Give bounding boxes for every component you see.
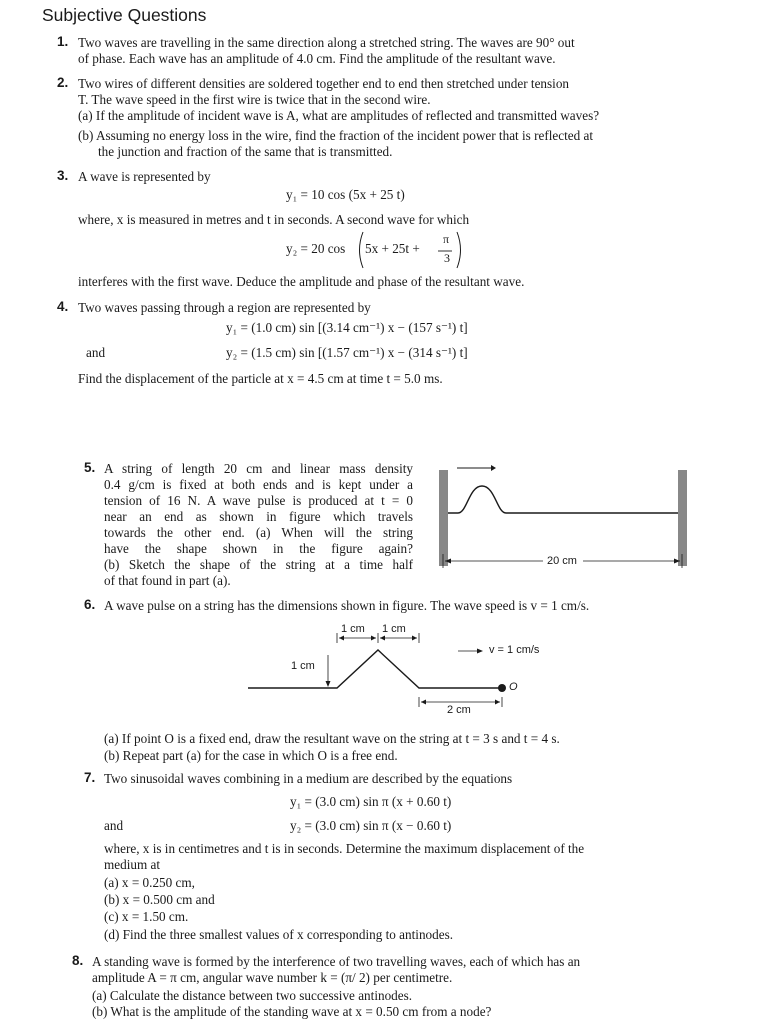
question-3-equation-1: y₁ = 10 cos (5x + 25 t) [286, 187, 405, 202]
question-5-line-1: A string of length 20 cm and linear mass density [104, 461, 413, 476]
question-6-width-label-2: 1 cm [382, 623, 406, 635]
question-1-line-1: Two waves are travelling in the same direction along a stretched string. The waves are 90° out [78, 35, 575, 50]
question-5-line-8: of that found in part (a). [104, 573, 231, 588]
question-8-part-b: (b) What is the amplitude of the standing wave at x = 0.50 cm from a node? [92, 1004, 492, 1019]
question-7-line-2: where, x is in centimetres and t is in seconds. Determine the maximum displacement of the [104, 841, 585, 856]
question-4-line-2: Find the displacement of the particle at x = 4.5 cm at time t = 5.0 ms. [78, 371, 443, 386]
question-1-line-2: of phase. Each wave has an amplitude of 4.0 cm. Find the amplitude of the resultant wave. [78, 51, 556, 66]
question-5-line-7: (b) Sketch the shape of the string at a time half [104, 557, 413, 572]
question-2-part-b-line-2: the junction and fraction of the same that is transmitted. [98, 144, 393, 159]
question-8-part-a: (a) Calculate the distance between two successive antinodes. [92, 988, 413, 1003]
question-5-length-label: 20 cm [547, 555, 577, 567]
question-6-width-label-1: 1 cm [341, 623, 365, 635]
question-2-line-2: T. The wave speed in the first wire is twice that in the second wire. [78, 92, 431, 107]
question-2-part-a: (a) If the amplitude of incident wave is A, what are amplitudes of reflected and transmitted waves? [78, 108, 600, 123]
question-5-line-3: tension of 16 N. A wave pulse is produced at t = 0 [104, 493, 413, 508]
question-1-number: 1. [57, 34, 69, 49]
question-5-line-6: have the shape shown in the figure again? [104, 541, 413, 556]
question-6-height-label: 1 cm [291, 660, 315, 672]
question-8-line-2: amplitude A = π cm, angular wave number k = (π/ 2) per centimetre. [92, 970, 453, 985]
question-5-number: 5. [84, 460, 96, 475]
left-wall [439, 470, 448, 566]
question-2-part-b-line-1: (b) Assuming no energy loss in the wire, find the fraction of the incident power that is reflected at [78, 128, 594, 143]
question-6-part-b: (b) Repeat part (a) for the case in which O is a free end. [104, 748, 398, 763]
question-8-number: 8. [72, 953, 84, 968]
question-2-line-1: Two wires of different densities are soldered together end to end then stretched under tension [78, 76, 570, 91]
question-3-equation-2-denominator: 3 [444, 251, 450, 265]
point-o-marker [498, 684, 506, 692]
question-4-and: and [86, 345, 106, 360]
question-6-gap-label: 2 cm [447, 704, 471, 716]
question-6-part-a: (a) If point O is a fixed end, draw the resultant wave on the string at t = 3 s and t = 4 s. [104, 731, 560, 746]
question-3-equation-2-inner: 5x + 25t + [365, 241, 420, 256]
question-6-point-label: O [509, 681, 518, 693]
question-7-part-b: (b) x = 0.500 cm and [104, 892, 215, 907]
question-4-number: 4. [57, 299, 69, 314]
triangular-pulse [248, 650, 502, 688]
question-7-part-c: (c) x = 1.50 cm. [104, 909, 189, 924]
question-3-line-1: A wave is represented by [78, 169, 211, 184]
question-5-line-5: towards the other end. (a) When will the string [104, 525, 413, 540]
question-4-line-1: Two waves passing through a region are represented by [78, 300, 371, 315]
question-3-line-3: interferes with the first wave. Deduce the amplitude and phase of the resultant wave. [78, 274, 525, 289]
question-7-and: and [104, 818, 124, 833]
question-2-number: 2. [57, 75, 69, 90]
question-6-velocity-label: v = 1 cm/s [489, 644, 540, 656]
question-5-line-4: near an end as shown in figure which travels [104, 509, 413, 524]
question-7-equation-2: y₂ = (3.0 cm) sin π (x − 0.60 t) [290, 818, 452, 833]
section-title: Subjective Questions [42, 5, 207, 25]
question-5-line-2: 0.4 g/cm is fixed at both ends and is kept under a [104, 477, 413, 492]
right-wall [678, 470, 687, 566]
question-3-number: 3. [57, 168, 69, 183]
question-7-part-a: (a) x = 0.250 cm, [104, 875, 195, 890]
question-7-line-1: Two sinusoidal waves combining in a medium are described by the equations [104, 771, 513, 786]
question-7-equation-1: y₁ = (3.0 cm) sin π (x + 0.60 t) [290, 794, 452, 809]
question-3-equation-2-numerator: π [443, 232, 450, 246]
question-4-equation-2: y₂ = (1.5 cm) sin [(1.57 cm⁻¹) x − (314 s⁻¹) t] [226, 345, 468, 360]
question-4-equation-1: y₁ = (1.0 cm) sin [(3.14 cm⁻¹) x − (157 s⁻¹) t] [226, 320, 468, 335]
question-6-line-1: A wave pulse on a string has the dimensions shown in figure. The wave speed is v = 1 cm/s. [104, 598, 590, 613]
question-5-figure [425, 458, 695, 588]
question-3-line-2: where, x is measured in metres and t in seconds. A second wave for which [78, 212, 470, 227]
question-8-line-1: A standing wave is formed by the interference of two travelling waves, each of which has an [92, 954, 581, 969]
string-with-pulse [448, 486, 678, 513]
question-7-number: 7. [84, 770, 96, 785]
question-7-part-d: (d) Find the three smallest values of x corresponding to antinodes. [104, 927, 454, 942]
question-6-figure [240, 625, 530, 725]
question-3-equation-2-prefix: y₂ = 20 cos [286, 241, 346, 256]
question-7-line-3: medium at [104, 857, 161, 872]
question-6-number: 6. [84, 597, 96, 612]
